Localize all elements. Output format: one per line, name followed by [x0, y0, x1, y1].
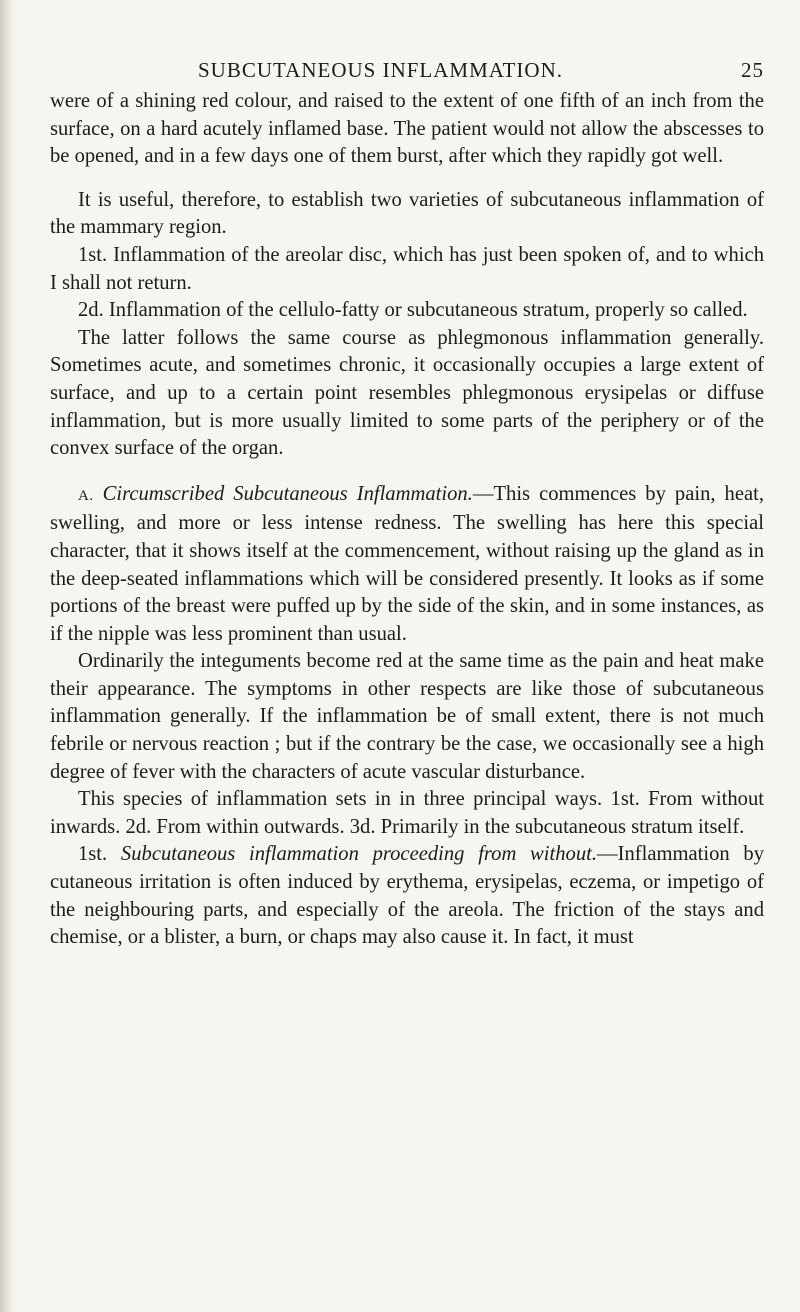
paragraph-9 — [50, 841, 764, 951]
paragraph-2: It is useful, therefore, to establish two varieties of subcutaneous inflammation of the mammary region. — [50, 188, 764, 239]
section-heading-circumscribed: Circumscribed Subcutaneous Inflammation. — [102, 482, 473, 505]
page-binding-shadow — [0, 0, 14, 1312]
running-head — [50, 48, 764, 88]
paragraph-8: This species of inflammation sets in in three principal ways. 1st. From without inwards. 2d. From within outwards. 3d. Primarily in the subcutaneous stratum itself. — [50, 788, 764, 838]
paragraph-5: The latter follows the same course as phlegmonous inflammation generally. Sometimes acute, and sometimes chronic, it occasionally occupies a large extent of surface, and up to a certain point resembles phlegmonous erysipelas or diffuse inflammation, but is more usually limited to some parts of the periphery or of the convex surface of the organ. — [50, 326, 764, 460]
paragraph-6-text: —This commences by pain, heat, swelling, and more or less intense redness. The swelling has here this special character, that it shows itself at the commencement, without raising up the gland as in the deep-seated inflammations which will be considered presently. It looks as if some portions of the breast were puffed up by the side of the skin, and in some instances, as if the nipple was less prominent than usual. — [50, 482, 765, 645]
paragraph-7: Ordinarily the integuments become red at the same time as the pain and heat make their appearance. The symptoms in other respects are like those of subcutaneous inflammation generally. If the inflammation be of small extent, there is not much febrile or nervous reaction ; but if the contrary be the case, we occasionally see a high degree of fever with the characters of acute vascular disturbance. — [50, 650, 764, 783]
subsection-heading-without: Subcutaneous inflammation proceeding from without. — [120, 843, 597, 866]
running-head-title: SUBCUTANEOUS INFLAMMATION. — [198, 58, 564, 82]
paragraph-3: 1st. Inflammation of the areolar disc, which has just been spoken of, and to which I shall not return. — [50, 243, 764, 294]
section-label-a: A. — [78, 487, 94, 504]
page-body — [50, 88, 764, 952]
book-page — [50, 48, 764, 952]
paragraph-4: 2d. Inflammation of the cellulo-fatty or subcutaneous stratum, properly so called. — [78, 299, 748, 322]
paragraph-6 — [50, 481, 764, 649]
page-number: 25 — [741, 58, 764, 82]
subsection-label-1st: 1st. — [78, 843, 108, 866]
paragraph-9-text: —Inflammation by cutaneous irritation is often induced by erythema, erysipelas, eczema, or impetigo of the neighbouring parts, and especially of the areola. The friction of the stays and chemise, or a blister, a burn, or chaps may also cause it. In fact, it must — [50, 843, 764, 949]
paragraph-1: were of a shining red colour, and raised to the extent of one fifth of an inch from the surface, on a hard acutely inflamed base. The patient would not allow the abscesses to be opened, and in a few days one of them burst, after which they rapidly got well. — [50, 90, 764, 168]
